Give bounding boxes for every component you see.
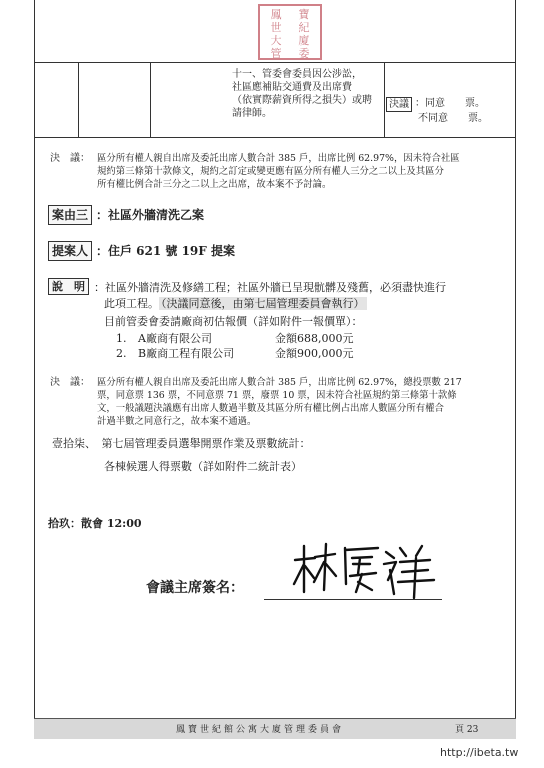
vendor-name: B廠商工程有限公司 — [138, 347, 235, 360]
table-item-line: 請律師。 — [232, 108, 272, 119]
proposer-text: ：住戶 621 號 19F 提案 — [96, 244, 235, 258]
vendor-no: 1. — [116, 332, 127, 345]
vendor-no: 2. — [116, 347, 127, 360]
resolution-label: 決 議： — [50, 153, 90, 164]
agree-votes: ：同意 票。 — [415, 98, 485, 109]
watermark: http://ibeta.tw — [440, 746, 519, 759]
explanation-label: 說 明 — [48, 278, 89, 295]
case-title: ：社區外牆清洗乙案 — [96, 208, 205, 222]
resolution-label: 決 議： — [50, 377, 90, 388]
resolution-text: 計過半數之同意行之，故本案不通過。 — [97, 416, 257, 427]
case-label: 案由三 — [48, 205, 92, 225]
resolution-text: 所有權比例合計三分之二以上之出席，故本案不予討論。 — [97, 179, 332, 190]
explanation-text: 此項工程。 （決議同意後，由第七屆管理委員會執行） — [104, 297, 365, 310]
resolution-text: 區分所有權人親自出席及委託出席人數合計 385 戶，出席比例 62.97%，因未符合社區 — [97, 153, 460, 164]
resolution-text: 區分所有權人親自出席及委託出席人數合計 385 戶，出席比例 62.97%，總投票數 217 — [97, 377, 462, 388]
signature-label: 會議主席簽名： — [146, 580, 244, 596]
handwritten-signature — [290, 540, 440, 600]
table-item-line: （依實際薪資所得之損失）或聘 — [232, 95, 372, 106]
footer-organization: 鳳寶世紀館公寓大廈管理委員會 — [176, 725, 345, 735]
resolution-text: 票，同意票 136 票，不同意票 71 票，廢票 10 票，因未符合社區規約第三條第十款條 — [97, 390, 457, 401]
highlighted-note: （決議同意後，由第七屆管理委員會執行） — [161, 297, 365, 310]
table-item-line: 社區應補貼交通費及出席費 — [232, 82, 352, 93]
table-divider — [384, 63, 385, 137]
table-divider — [150, 63, 151, 137]
vendor-name: A廠商有限公司 — [138, 332, 212, 345]
resolution-text: 規約第三條第十款條文，規約之訂定或變更應有區分所有權人三分之二以上及其區分 — [97, 166, 444, 177]
vendor-amount: 金額900,000元 — [275, 347, 354, 360]
page-number: 頁 23 — [455, 725, 479, 735]
vendor-amount: 金額688,000元 — [275, 332, 354, 345]
proposer-label: 提案人 — [48, 241, 92, 261]
official-seal-stamp: 鳳 寶 世 紀 大 廈 管 委 — [258, 4, 322, 60]
resolution-text: 文，一般議題決議應有出席人數過半數及其區分所有權比例占出席人數區分所有權合 — [97, 403, 444, 414]
adjourn-time: 拾玖：散會 12:00 — [48, 517, 142, 530]
table-divider — [78, 63, 79, 137]
table-item-line: 十一、管委會委員因公涉訟， — [232, 69, 362, 80]
section-title: 壹拾柒、 第七屆管理委員選舉開票作業及票數統計： — [52, 437, 311, 450]
resolution-label-box: 決議 — [386, 97, 412, 112]
explanation-text: ：社區外牆清洗及修繕工程；社區外牆已呈現骯髒及殘舊，必須盡快進行 — [94, 281, 446, 294]
section-detail: 各棟候選人得票數（詳如附件二統計表） — [104, 460, 302, 473]
disagree-votes: 不同意 票。 — [418, 113, 488, 124]
quotation-intro: 目前管委會委請廠商初估報價（詳如附件一報價單）： — [104, 315, 363, 328]
